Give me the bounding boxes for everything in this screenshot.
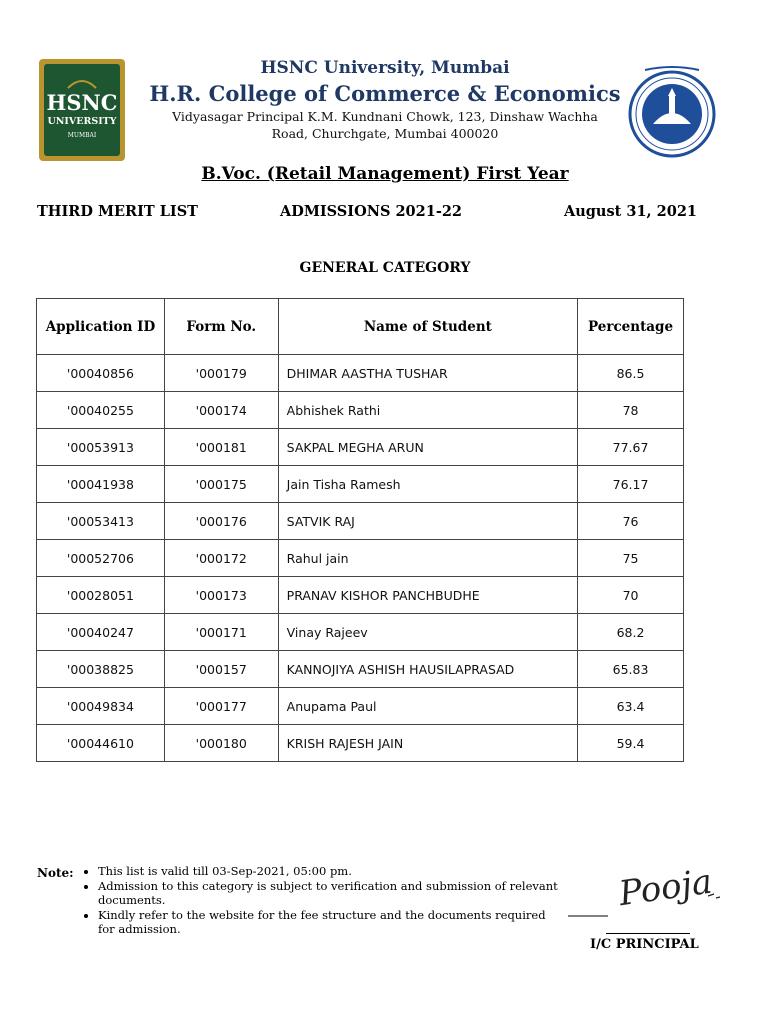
address-line-1: Vidyasagar Principal K.M. Kundnani Chowk, 123, Dinshaw Wachha xyxy=(172,109,598,124)
table-header-row xyxy=(37,299,684,355)
table-row xyxy=(37,725,684,762)
table-row xyxy=(37,392,684,429)
cell-percentage: 76.17 xyxy=(578,466,684,503)
course-title: B.Voc. (Retail Management) First Year xyxy=(201,164,569,184)
cell-form-no: '000176 xyxy=(164,503,278,540)
cell-percentage: 77.67 xyxy=(578,429,684,466)
logo-text-university: UNIVERSITY xyxy=(47,116,117,127)
table-row xyxy=(37,429,684,466)
college-name: H.R. College of Commerce & Economics xyxy=(149,81,621,106)
cell-percentage: 86.5 xyxy=(578,355,684,392)
table-row xyxy=(37,577,684,614)
category-heading: GENERAL CATEGORY xyxy=(299,260,471,276)
cell-form-no: '000180 xyxy=(164,725,278,762)
cell-application-id: '00053913 xyxy=(37,429,165,466)
cell-percentage: 70 xyxy=(578,577,684,614)
cell-percentage: 68.2 xyxy=(578,614,684,651)
cell-student-name: Vinay Rajeev xyxy=(278,614,577,651)
header-application-id: Application ID xyxy=(37,299,165,355)
cell-application-id: '00038825 xyxy=(37,651,165,688)
address-line-2: Road, Churchgate, Mumbai 400020 xyxy=(271,126,499,141)
cell-student-name: KANNOJIYA ASHISH HAUSILAPRASAD xyxy=(278,651,577,688)
merit-list-label: THIRD MERIT LIST xyxy=(37,203,198,220)
cell-percentage: 63.4 xyxy=(578,688,684,725)
cell-percentage: 78 xyxy=(578,392,684,429)
table-row xyxy=(37,651,684,688)
note-item: • Admission to this category is subject to verification and submission of relevant documents. xyxy=(98,879,560,908)
cell-application-id: '00040255 xyxy=(37,392,165,429)
table-row xyxy=(37,503,684,540)
logo-text-mumbai: MUMBAI xyxy=(67,132,97,139)
note-label: Note: xyxy=(37,866,74,880)
header-percentage: Percentage xyxy=(578,299,684,355)
notes-list xyxy=(82,864,560,937)
cell-application-id: '00052706 xyxy=(37,540,165,577)
cell-form-no: '000173 xyxy=(164,577,278,614)
cell-percentage: 75 xyxy=(578,540,684,577)
header-student-name: Name of Student xyxy=(278,299,577,355)
note-item: • This list is valid till 03-Sep-2021, 05:00 pm. xyxy=(98,864,560,879)
cell-application-id: '00044610 xyxy=(37,725,165,762)
principal-title: I/C PRINCIPAL xyxy=(590,937,699,952)
merit-table xyxy=(36,298,684,762)
cell-form-no: '000172 xyxy=(164,540,278,577)
cell-application-id: '00041938 xyxy=(37,466,165,503)
header-form-no: Form No. xyxy=(164,299,278,355)
cell-form-no: '000181 xyxy=(164,429,278,466)
note-item: • Kindly refer to the website for the fee structure and the documents required for admission. xyxy=(98,908,560,937)
table-row xyxy=(37,466,684,503)
cell-form-no: '000174 xyxy=(164,392,278,429)
cell-percentage: 65.83 xyxy=(578,651,684,688)
table-row xyxy=(37,355,684,392)
hsnc-university-logo xyxy=(38,58,126,162)
cell-form-no: '000171 xyxy=(164,614,278,651)
cell-student-name: Abhishek Rathi xyxy=(278,392,577,429)
hr-college-seal-logo xyxy=(623,62,721,160)
principal-signature xyxy=(568,856,748,936)
cell-student-name: KRISH RAJESH JAIN xyxy=(278,725,577,762)
university-name: HSNC University, Mumbai xyxy=(260,58,510,78)
cell-application-id: '00053413 xyxy=(37,503,165,540)
cell-student-name: Rahul jain xyxy=(278,540,577,577)
cell-student-name: SATVIK RAJ xyxy=(278,503,577,540)
cell-percentage: 76 xyxy=(578,503,684,540)
cell-form-no: '000175 xyxy=(164,466,278,503)
admissions-label: ADMISSIONS 2021-22 xyxy=(280,203,463,220)
cell-student-name: Anupama Paul xyxy=(278,688,577,725)
logo-text-hsnc: HSNC xyxy=(46,90,118,115)
signature-line xyxy=(606,933,690,934)
cell-application-id: '00040856 xyxy=(37,355,165,392)
table-row xyxy=(37,688,684,725)
table-row xyxy=(37,614,684,651)
cell-form-no: '000177 xyxy=(164,688,278,725)
cell-student-name: Jain Tisha Ramesh xyxy=(278,466,577,503)
cell-application-id: '00040247 xyxy=(37,614,165,651)
cell-application-id: '00028051 xyxy=(37,577,165,614)
cell-student-name: PRANAV KISHOR PANCHBUDHE xyxy=(278,577,577,614)
cell-student-name: DHIMAR AASTHA TUSHAR xyxy=(278,355,577,392)
college-address xyxy=(140,108,630,142)
list-date: August 31, 2021 xyxy=(563,203,697,220)
cell-percentage: 59.4 xyxy=(578,725,684,762)
cell-form-no: '000157 xyxy=(164,651,278,688)
cell-student-name: SAKPAL MEGHA ARUN xyxy=(278,429,577,466)
table-row xyxy=(37,540,684,577)
cell-application-id: '00049834 xyxy=(37,688,165,725)
signature-text: Pooja xyxy=(616,861,715,915)
cell-form-no: '000179 xyxy=(164,355,278,392)
